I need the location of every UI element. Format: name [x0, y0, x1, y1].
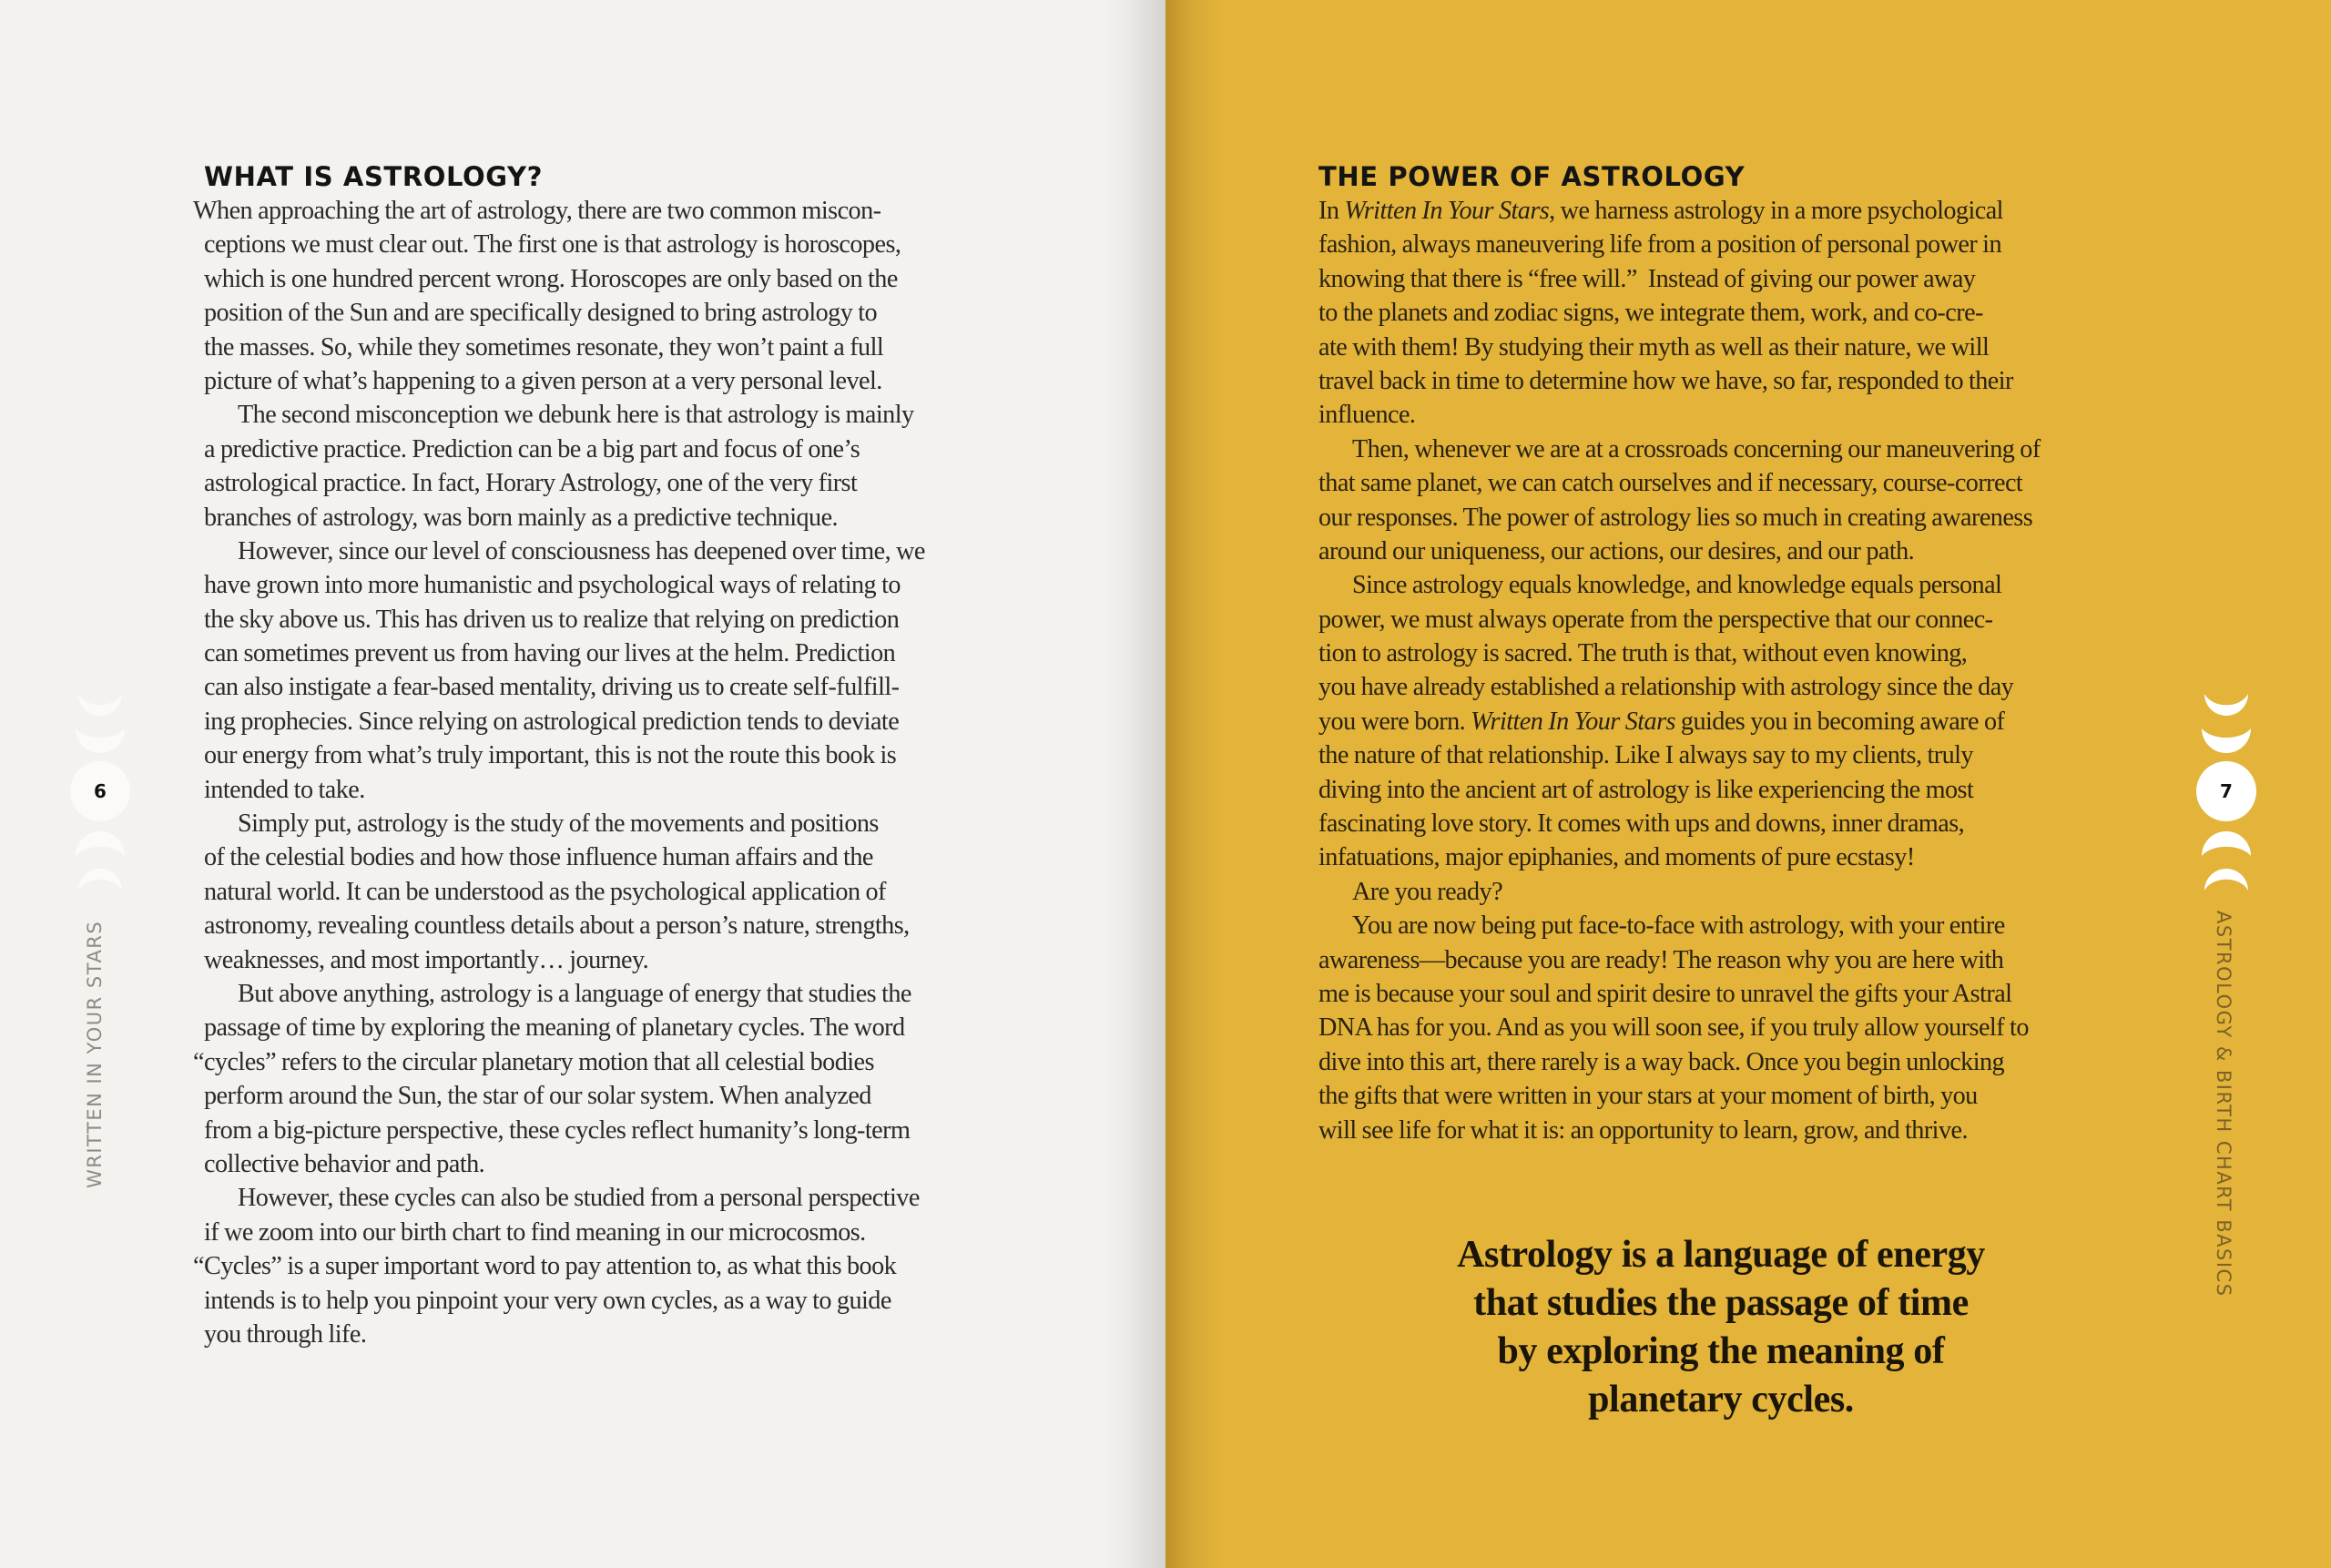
text-segment: Then, whenever we are at a crossroads concerning our maneuvering of: [1352, 434, 2041, 463]
pull-quote-line: by exploring the meaning of: [1497, 1330, 1945, 1372]
text-segment: travel back in time to determine how we have, so far, responded to their: [1318, 366, 2013, 395]
text-line: can also instigate a fear-based mentality, driving us to create self-fulfill-: [204, 673, 900, 702]
text-segment: influence.: [1318, 401, 1416, 430]
text-line: which is one hundred percent wrong. Horoscopes are only based on the: [204, 264, 898, 293]
text-line: [1318, 501, 2138, 535]
text-line: [1318, 773, 2138, 807]
text-line: [1318, 670, 2138, 704]
text-line: [1318, 194, 2138, 228]
text-line: “Cycles” is a super important word to pay attention to, as what this book: [193, 1252, 897, 1281]
left-page-body-text: [193, 194, 1014, 1351]
text-segment: knowing that there is “free will.” Instead of giving our power away: [1318, 264, 1976, 293]
text-line: intended to take.: [204, 775, 365, 804]
text-line: position of the Sun and are specifically designed to bring astrology to: [204, 299, 878, 328]
text-line: [1318, 977, 2138, 1011]
text-segment: Since astrology equals knowledge, and knowledge equals personal: [1352, 571, 2002, 600]
text-line: can sometimes prevent us from having our lives at the helm. Prediction: [204, 639, 896, 668]
text-line: However, since our level of consciousness has deepened over time, we: [238, 536, 925, 565]
text-segment: dive into this art, there rarely is a way back. Once you begin unlocking: [1318, 1047, 2005, 1076]
text-line: picture of what’s happening to a given person at a very personal level.: [204, 366, 882, 395]
text-line: [1318, 705, 2138, 738]
text-line: [1318, 603, 2138, 636]
right-page-body-text: [1318, 194, 2138, 1147]
text-line: [1318, 738, 2138, 772]
text-segment: the gifts that were written in your stars at your moment of birth, you: [1318, 1082, 1978, 1111]
text-segment: , we harness astrology in a more psychological: [1549, 197, 2003, 225]
text-segment: Are you ready?: [1352, 877, 1503, 906]
text-line: Simply put, astrology is the study of the movements and positions: [238, 809, 879, 839]
right-page-number-rail: [2194, 692, 2258, 900]
text-segment: to the planets and zodiac signs, we integrate them, work, and co-cre-: [1318, 299, 1983, 328]
text-segment: me is because your soul and spirit desire to unravel the gifts your Astral: [1318, 979, 2012, 1008]
text-line: [1318, 875, 2138, 909]
waning-crescent-icon: [2199, 727, 2254, 754]
page-number: 6: [94, 780, 107, 802]
text-line: However, these cycles can also be studied from a personal perspective: [238, 1184, 920, 1213]
page-number-badge: [70, 761, 130, 821]
text-segment: power, we must always operate from the perspective that our connec-: [1318, 605, 1993, 634]
pull-quote-line: Astrology is a language of energy: [1457, 1234, 1985, 1276]
pull-quote: [1366, 1231, 2076, 1424]
text-line: [1318, 909, 2138, 942]
text-segment: You are now being put face-to-face with astrology, with your entire: [1352, 911, 2005, 941]
book-title-italic: Written In Your Stars: [1344, 197, 1550, 225]
waxing-crescent-icon: [73, 830, 127, 858]
text-line: perform around the Sun, the star of our solar system. When analyzed: [204, 1082, 871, 1111]
left-page-number-rail: [68, 692, 132, 900]
text-line: the sky above us. This has driven us to realize that relying on prediction: [204, 605, 900, 634]
text-line: When approaching the art of astrology, there are two common miscon-: [193, 197, 881, 225]
text-line: the masses. So, while they sometimes resonate, they won’t paint a full: [204, 332, 884, 361]
text-line: [1318, 228, 2138, 261]
text-segment: ate with them! By studying their myth as well as their nature, we will: [1318, 332, 1990, 361]
text-line: [1318, 1011, 2138, 1044]
spine-shadow-left: [1102, 0, 1166, 1568]
text-line: astrological practice. In fact, Horary Astrology, one of the very first: [204, 469, 858, 498]
text-line: [1318, 466, 2138, 500]
text-line: But above anything, astrology is a language of energy that studies the: [238, 979, 911, 1008]
text-segment: guides you in becoming aware of: [1674, 707, 2005, 736]
waxing-crescent-icon: [2199, 830, 2254, 858]
waning-crescent-thin-icon: [73, 692, 127, 719]
text-line: The second misconception we debunk here is that astrology is mainly: [238, 401, 914, 430]
text-segment: you have already established a relationship with astrology since the day: [1318, 673, 2014, 702]
page-number: 7: [2220, 780, 2233, 802]
text-line: [1318, 568, 2138, 602]
text-line: [1318, 840, 2138, 874]
text-segment: will see life for what it is: an opportunity to learn, grow, and thrive.: [1318, 1115, 1968, 1145]
text-line: [1318, 1045, 2138, 1079]
text-line: if we zoom into our birth chart to find meaning in our microcosmos.: [204, 1217, 866, 1247]
page-number-badge: [2196, 761, 2256, 821]
right-page-heading: THE POWER OF ASTROLOGY: [1318, 161, 1746, 192]
text-segment: fashion, always maneuvering life from a position of personal power in: [1318, 230, 2002, 260]
waxing-crescent-thin-icon: [2199, 865, 2254, 892]
text-line: “cycles” refers to the circular planetary motion that all celestial bodies: [193, 1047, 874, 1076]
text-line: our energy from what’s truly important, this is not the route this book is: [204, 741, 897, 770]
text-segment: that same planet, we can catch ourselves and if necessary, course-correct: [1318, 469, 2023, 498]
text-line: [1318, 1079, 2138, 1113]
text-line: [1318, 1114, 2138, 1147]
text-line: weaknesses, and most importantly… journey.: [204, 945, 649, 974]
waxing-crescent-thin-icon: [73, 865, 127, 892]
text-segment: fascinating love story. It comes with ups and downs, inner dramas,: [1318, 809, 1965, 839]
text-line: [1318, 943, 2138, 977]
running-title-left: WRITTEN IN YOUR STARS: [84, 920, 106, 1188]
running-title-right: ASTROLOGY & BIRTH CHART BASICS: [2213, 911, 2234, 1298]
text-line: natural world. It can be understood as the psychological application of: [204, 877, 886, 906]
text-line: intends is to help you pinpoint your very own cycles, as a way to guide: [204, 1286, 891, 1315]
text-segment: diving into the ancient art of astrology is like experiencing the most: [1318, 775, 1974, 804]
text-line: [1318, 636, 2138, 670]
spine-shadow-right: [1166, 0, 1220, 1568]
text-line: of the celestial bodies and how those influence human affairs and the: [204, 843, 873, 872]
text-line: [1318, 331, 2138, 364]
text-line: ceptions we must clear out. The first one is that astrology is horoscopes,: [204, 230, 901, 260]
waning-crescent-thin-icon: [2199, 692, 2254, 719]
text-line: collective behavior and path.: [204, 1149, 485, 1178]
book-title-italic: Written In Your Stars: [1471, 707, 1675, 736]
pull-quote-line: planetary cycles.: [1588, 1379, 1854, 1420]
text-line: astronomy, revealing countless details about a person’s nature, strengths,: [204, 911, 910, 941]
text-segment: you were born.: [1318, 707, 1471, 736]
text-line: from a big-picture perspective, these cycles reflect humanity’s long-term: [204, 1115, 911, 1145]
text-segment: infatuations, major epiphanies, and moments of pure ecstasy!: [1318, 843, 1915, 872]
waning-crescent-icon: [73, 727, 127, 754]
text-line: [1318, 364, 2138, 398]
text-line: have grown into more humanistic and psychological ways of relating to: [204, 571, 901, 600]
text-segment: our responses. The power of astrology lies so much in creating awareness: [1318, 503, 2033, 532]
text-segment: the nature of that relationship. Like I always say to my clients, truly: [1318, 741, 1973, 770]
text-segment: In: [1318, 197, 1345, 225]
text-line: a predictive practice. Prediction can be a big part and focus of one’s: [204, 434, 860, 463]
text-line: [1318, 535, 2138, 568]
text-line: you through life.: [204, 1319, 367, 1349]
text-line: passage of time by exploring the meaning of planetary cycles. The word: [204, 1013, 905, 1043]
text-segment: awareness—because you are ready! The reason why you are here with: [1318, 945, 2004, 974]
text-line: [1318, 807, 2138, 840]
text-segment: tion to astrology is sacred. The truth is that, without even knowing,: [1318, 639, 1968, 668]
text-segment: DNA has for you. And as you will soon see, if you truly allow yourself to: [1318, 1013, 2029, 1043]
text-line: [1318, 398, 2138, 432]
text-segment: around our uniqueness, our actions, our desires, and our path.: [1318, 536, 1915, 565]
text-line: [1318, 262, 2138, 296]
left-page-heading: WHAT IS ASTROLOGY?: [204, 161, 544, 192]
text-line: [1318, 296, 2138, 330]
text-line: [1318, 433, 2138, 466]
text-line: ing prophecies. Since relying on astrological prediction tends to deviate: [204, 707, 900, 736]
pull-quote-line: that studies the passage of time: [1473, 1282, 1969, 1324]
text-line: branches of astrology, was born mainly as a predictive technique.: [204, 503, 839, 532]
